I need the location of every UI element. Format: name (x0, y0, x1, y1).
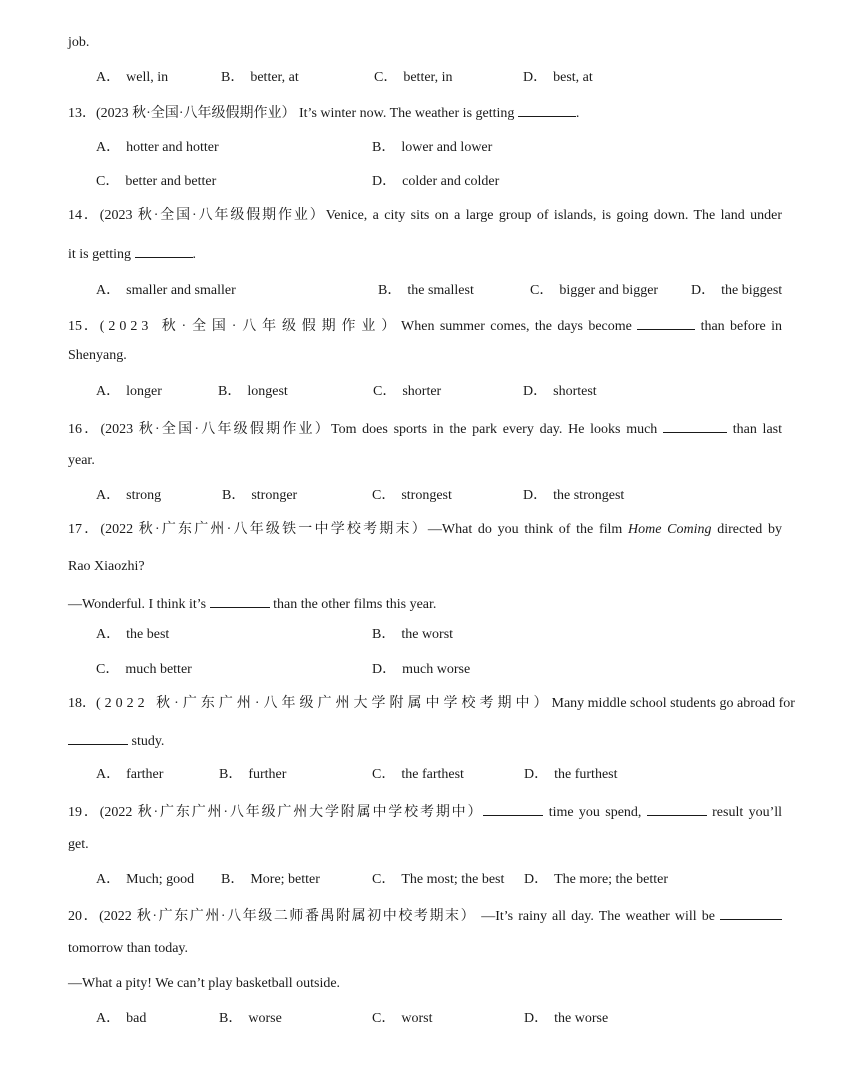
q15-option-d: D． shortest (523, 384, 597, 399)
q16-stem-line2: year. (68, 453, 95, 468)
q19-blank-1 (483, 802, 543, 816)
q15-option-c: C． shorter (373, 384, 442, 399)
q18-option-c: C． the farthest (372, 767, 464, 782)
q16-blank (663, 419, 727, 433)
q19-stem-line2: get. (68, 837, 89, 852)
q20-option-a: A． bad (96, 1011, 147, 1026)
q18-stem-line2: study. (68, 731, 782, 751)
q14-option-d: D． the biggest (691, 283, 783, 298)
q15-option-b: B． longest (218, 384, 288, 399)
q18-blank (68, 731, 128, 745)
q15-stem-line1: 15．(2023 秋·全国·八年级假期作业）When summer comes, the days become than before in (68, 316, 782, 336)
q16-stem-line1: 16．(2023 秋·全国·八年级假期作业）Tom does sports in the park every day. He looks much than last (68, 419, 782, 439)
q15-stem-line2: Shenyang. (68, 348, 127, 363)
q19-option-b: B． More; better (221, 872, 320, 887)
q20-blank (720, 906, 782, 920)
q20-option-b: B． worse (219, 1011, 282, 1026)
q14-blank (135, 244, 193, 258)
q19-blank-2 (647, 802, 707, 816)
q14-option-a: A． smaller and smaller (96, 283, 236, 298)
q14-option-b: B． the smallest (378, 283, 474, 298)
q13-stem: 13．(2023 秋·全国·八年级假期作业） It’s winter now. The weather is getting . (68, 103, 782, 123)
q14-stem-line1: 14．(2023 秋·全国·八年级假期作业）Venice, a city sits on a large group of islands, is going down. The land under (68, 208, 782, 223)
q13-option-b: B． lower and lower (372, 140, 493, 155)
q17-option-a: A． the best (96, 627, 170, 642)
q17-option-b: B． the worst (372, 627, 454, 642)
q15-option-a: A． longer (96, 384, 162, 399)
q14-stem-line2: it is getting . (68, 244, 782, 264)
q19-stem-line1: 19．(2022 秋·广东广州·八年级广州大学附属中学校考期中） time you spend, result you’ll (68, 802, 782, 822)
q16-option-c: C． strongest (372, 488, 452, 503)
q20-stem-line2: tomorrow than today. (68, 941, 189, 956)
q18-option-b: B． further (219, 767, 287, 782)
q18-option-a: A． farther (96, 767, 164, 782)
q13-blank (518, 103, 576, 117)
q19-option-d: D． The more; the better (524, 872, 669, 887)
q12-option-b: B． better, at (221, 70, 299, 85)
q17-stem-line2: Rao Xiaozhi? (68, 559, 145, 574)
q17-option-c: C． much better (96, 662, 192, 677)
q20-dialog-line: —What a pity! We can’t play basketball outside. (68, 976, 341, 991)
q17-stem-line1: 17．(2022 秋·广东广州·八年级铁一中学校考期末）—What do you think of the film Home Coming directed by (68, 522, 782, 537)
q13-option-c: C． better and better (96, 174, 217, 189)
q17-option-d: D． much worse (372, 662, 471, 677)
q14-option-c: C． bigger and bigger (530, 283, 659, 298)
q20-option-d: D． the worse (524, 1011, 609, 1026)
q20-stem-line1: 20．(2022 秋·广东广州·八年级二师番禺附属初中校考期末） —It’s rainy all day. The weather will be (68, 906, 782, 926)
q17-dialog-line: —Wonderful. I think it’s than the other films this year. (68, 594, 782, 614)
q18-option-d: D． the furthest (524, 767, 618, 782)
q12-option-a: A． well, in (96, 70, 169, 85)
q16-option-d: D． the strongest (523, 488, 625, 503)
q15-blank (637, 316, 695, 330)
q12-option-d: D． best, at (523, 70, 593, 85)
q18-stem-line1: 18．(2022 秋·广东广州·八年级广州大学附属中学校考期中）Many middle school students go abroad for (68, 696, 795, 711)
q17-blank (210, 594, 270, 608)
q16-option-a: A． strong (96, 488, 162, 503)
q20-option-c: C． worst (372, 1011, 433, 1026)
q19-option-a: A． Much; good (96, 872, 195, 887)
q19-option-c: C． The most; the best (372, 872, 505, 887)
q12-stem-tail: job. (68, 35, 90, 50)
q13-option-d: D． colder and colder (372, 174, 500, 189)
q12-option-c: C． better, in (374, 70, 453, 85)
q13-option-a: A． hotter and hotter (96, 140, 219, 155)
q16-option-b: B． stronger (222, 488, 298, 503)
